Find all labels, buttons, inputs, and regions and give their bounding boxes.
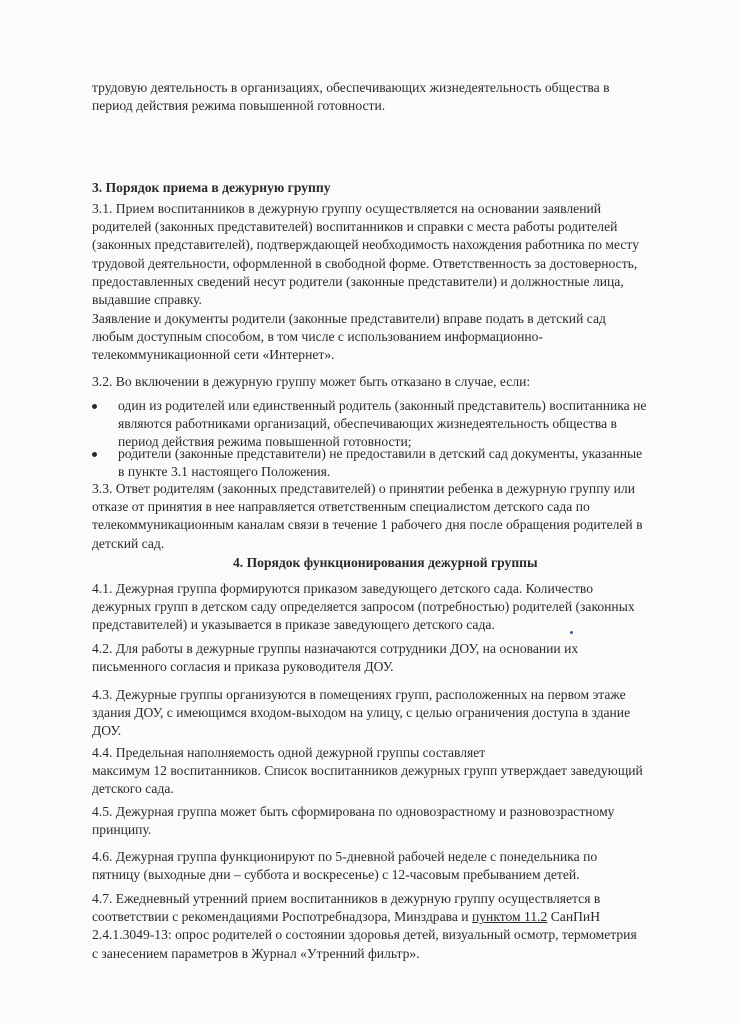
paragraph-3-1-b — [92, 310, 606, 365]
text-fragment: СанПиН — [547, 909, 601, 925]
text-line: родителей (законных представителей) воспитанников и справки с места работы родителей — [92, 219, 618, 235]
list-item — [118, 445, 642, 481]
text-line: 4.7. Ежедневный утренний прием воспитанников в дежурную группу осуществляется в — [92, 891, 601, 906]
text-line: телекоммуникационным каналам связи в течение 1 рабочего дня после обращения родителей в — [92, 517, 643, 533]
text-line: любым доступным способом, в том числе с использованием информационно- — [92, 329, 543, 345]
text-line: пятницу (выходные дни – суббота и воскресенье) с 12-часовым пребыванием детей. — [92, 867, 580, 883]
paragraph-4-3 — [92, 686, 630, 741]
text-line: 3.1. Прием воспитанников в дежурную группу осуществляется на основании заявлений — [92, 201, 602, 216]
text-line: детского сада. — [92, 781, 174, 797]
text-line: предоставленных сведений несут родители (законные представители) и должностные лица, — [92, 273, 624, 289]
text-line: 4.2. Для работы в дежурные группы назначаются сотрудники ДОУ, на основании их — [92, 641, 579, 656]
text-line: детский сад. — [92, 535, 165, 551]
paragraph-4-2 — [92, 640, 578, 676]
intro-paragraph — [92, 79, 610, 115]
text-line: 4.6. Дежурная группа функционируют по 5-дневной рабочей неделе с понедельника по — [92, 849, 598, 864]
text-line: период действия режима повышенной готовности; — [118, 434, 412, 450]
paragraph-4-6 — [92, 848, 597, 884]
text-line: письменного согласия и приказа руководителя ДОУ. — [92, 659, 394, 675]
paragraph-3-3 — [92, 480, 643, 553]
text-line: период действия режима повышенной готовности. — [92, 98, 386, 114]
paragraph-3-2 — [92, 373, 530, 391]
text-line: родители (законные представители) не предоставили в детский сад документы, указанные — [118, 446, 643, 461]
text-line: максимум 12 воспитанников. Список воспитанников дежурных групп утверждает заведующий — [92, 763, 643, 779]
text-line: с занесением параметров в Журнал «Утренний фильтр». — [92, 945, 420, 961]
text-line: дежурных групп в детском саду определяется запросом (потребностью) родителей (законных — [92, 599, 635, 615]
text-line: являются работниками организаций, обеспечивающих жизнедеятельность общества в — [118, 416, 617, 432]
sanpin-reference-link[interactable]: пунктом 11.2 — [471, 909, 548, 925]
text-line: (законных представителей), подтверждающей необходимость нахождения работника по месту — [92, 237, 639, 253]
text-line: Заявление и документы родители (законные представители) вправе подать в детский сад — [92, 311, 606, 326]
text-line: 4.3. Дежурные группы организуются в помещениях групп, расположенных на первом этаже — [92, 687, 626, 702]
paragraph-4-5 — [92, 803, 614, 839]
paragraph-4-1 — [92, 580, 635, 635]
text-line: 4.5. Дежурная группа может быть сформирована по одновозрастному и разновозрастному — [92, 804, 615, 819]
text-line: ДОУ. — [92, 723, 122, 739]
section-4-heading: 4. Порядок функционирования дежурной группы — [233, 555, 538, 570]
text-line: телекоммуникационной сети «Интернет». — [92, 347, 335, 363]
text-line: трудовой деятельности, оформленной в свободной форме. Ответственность за достоверность, — [92, 255, 638, 271]
text-line: 2.4.1.3049-13: опрос родителей о состоянии здоровья детей, визуальный осмотр, термометрия — [92, 927, 637, 943]
text-line: трудовую деятельность в организациях, обеспечивающих жизнедеятельность общества в — [92, 80, 610, 95]
text-line: 3.2. Во включении в дежурную группу может быть отказано в случае, если: — [92, 374, 531, 389]
text-fragment: соответствии с рекомендациями Роспотребнадзора, Минздрава и — [92, 909, 472, 925]
text-line: 3.3. Ответ родителям (законных представителей) о принятии ребенка в дежурную группу или — [92, 481, 635, 496]
paragraph-4-4 — [92, 744, 643, 799]
section-3-heading: 3. Порядок приема в дежурную группу — [92, 180, 331, 195]
text-line: 4.1. Дежурная группа формируются приказом заведующего детского сада. Количество — [92, 581, 594, 596]
scan-speck — [570, 631, 573, 634]
text-line: принципу. — [92, 822, 152, 838]
text-line: в пункте 3.1 настоящего Положения. — [118, 464, 331, 480]
text-line — [92, 908, 637, 926]
list-item — [118, 397, 646, 452]
bullet-icon — [92, 452, 97, 457]
text-line: представителей) и указывается в приказе заведующего детского сада. — [92, 617, 495, 633]
text-line: один из родителей или единственный родитель (законный представитель) воспитанника не — [118, 398, 647, 413]
text-line: 4.4. Предельная наполняемость одной дежурной группы составляет — [92, 745, 486, 760]
paragraph-4-7 — [92, 890, 637, 963]
text-line: здания ДОУ, с имеющимся входом-выходом на улицу, с целью ограничения доступа в здание — [92, 705, 631, 721]
text-line: отказе от принятия в нее направляется ответственным специалистом детского сада по — [92, 499, 590, 515]
bullet-icon — [92, 404, 97, 409]
text-line: выдавшие справку. — [92, 292, 202, 308]
paragraph-3-1 — [92, 200, 639, 309]
